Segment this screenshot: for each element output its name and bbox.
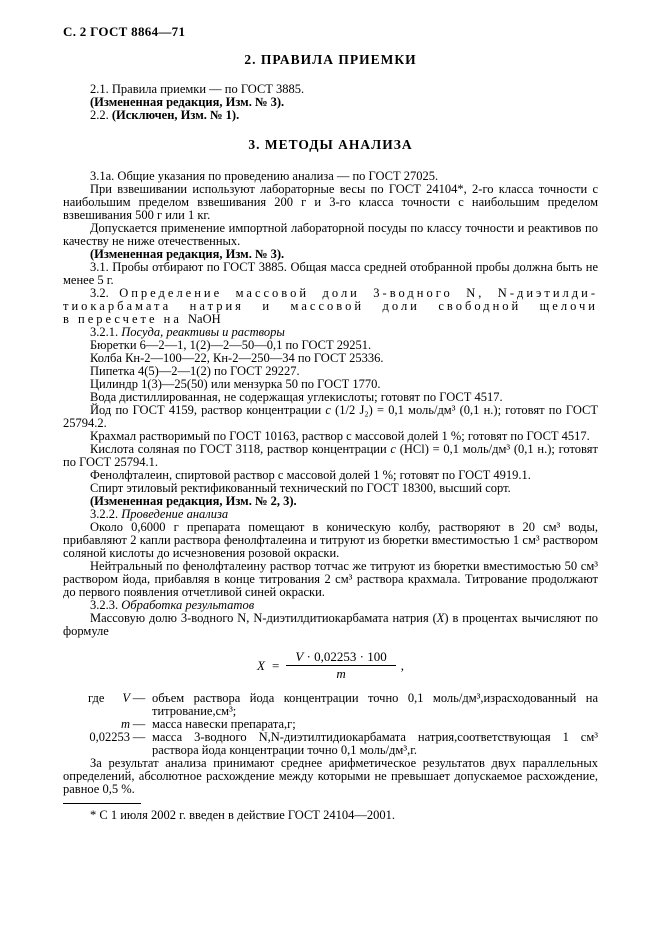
weighing-paragraph: При взвешивании используют лабораторные весы по ГОСТ 24104*, 2-го класса точности с наибольшим пределом взвешивания 200 г и 3-го класса точности с наибольшим пределом взвешивания 500 г или 1 кг. xyxy=(63,182,598,222)
imported-ware-paragraph: Допускается применение импортной лабораторной посуды по классу точности и реактивов по качеству не ниже отечественных. xyxy=(63,221,598,248)
naoh-formula-text: NaOH xyxy=(188,312,221,326)
fraction xyxy=(286,650,395,680)
section-3-heading: 3. МЕТОДЫ АНАЛИЗА xyxy=(248,137,413,152)
reagent-item-iodine xyxy=(63,404,598,430)
reagent-item-pipette: Пипетка 4(5)—2—1(2) по ГОСТ 29227. xyxy=(90,364,300,378)
clause-2-1: 2.1. Правила приемки — по ГОСТ 3885. xyxy=(90,82,305,96)
reagent-item-starch: Крахмал растворимый по ГОСТ 10163, раствор с массовой долей 1 %; готовят по ГОСТ 4517. xyxy=(90,429,590,443)
spacer xyxy=(63,718,88,731)
amendment-note-3: (Измененная редакция, Изм. № 2, 3). xyxy=(90,494,297,508)
clause-3-2-1-title: Посуда, реактивы и растворы xyxy=(121,325,285,339)
definition-dash: — xyxy=(132,730,146,744)
clause-3-2-1-number: 3.2.1. xyxy=(90,325,122,339)
fraction-numerator xyxy=(286,650,395,666)
footnote-separator xyxy=(63,803,141,804)
definition-text: масса 3-водного N,N-диэтилтидиокарбамата натрия,соответствующая 1 см³ раствора йода концентрации точно 0,1 моль/дм³,г. xyxy=(152,730,598,757)
acid-text-post: (HCl) = 0,1 моль/дм³ (0,1 н.); готовят по ГОСТ 25794.1. xyxy=(63,442,598,469)
clause-3-2-heading-line-2: тиокарбамата натрия и массовой доли свободной щелочи xyxy=(63,299,598,313)
clause-3-2-heading-text-spaced: в пересчете на xyxy=(63,312,189,326)
formula xyxy=(63,650,598,680)
footnote: * С 1 июля 2002 г. введен в действие ГОСТ 24104—2001. xyxy=(90,808,395,822)
formula-lhs: X xyxy=(257,657,265,673)
clause-3-2-2-title: Проведение анализа xyxy=(121,507,229,521)
result-paragraph: За результат анализа принимают среднее арифметическое результатов двух параллельных определений, абсолютное расхождение между которыми не превышает допускаемое расхождение, равное 0,5 %. xyxy=(63,756,598,796)
where-label: где xyxy=(88,691,105,705)
iodine-text-pre: Йод по ГОСТ 4159, раствор концентрации xyxy=(90,403,326,417)
concentration-symbol: с xyxy=(390,442,396,456)
definition-term xyxy=(63,692,130,718)
clause-3-2-2-number: 3.2.2. xyxy=(90,507,122,521)
iodine-text-post: (1/2 J₂) = 0,1 моль/дм³ (0,1 н.); готовят по ГОСТ 25794.2. xyxy=(63,403,598,430)
analysis-paragraph-2: Нейтральный по фенолфталеину раствор тотчас же титруют из бюретки вместимостью 50 см³ раствором йода, прибавляя в конце титрования 2 см³ раствора крахмала. Титрование продолжают до первого появления отчетливой синей окраски. xyxy=(63,559,598,599)
v-variable: V xyxy=(122,691,130,705)
clause-2-2-number: 2.2. xyxy=(90,108,112,122)
m-variable: m xyxy=(120,717,130,731)
reagent-item-acid xyxy=(63,443,598,469)
analysis-paragraph-1: Около 0,6000 г препарата помещают в коническую колбу, растворяют в 20 см³ воды, прибавляют 2 капли раствора фенолфталеина и титруют из бюретки вместимостью 1 см³ раствором соляной кислоты до исчезновения розовой окраски. xyxy=(63,520,598,560)
clause-3-1: 3.1. Пробы отбирают по ГОСТ 3885. Общая масса средней отобранной пробы должна быть не менее 5 г. xyxy=(63,260,598,287)
definitions-list xyxy=(63,692,598,757)
definition-term xyxy=(63,731,130,757)
constant-value: 0,02253 xyxy=(89,730,130,744)
numerator-constants: · 0,02253 · 100 xyxy=(303,649,387,664)
fraction-denominator: m xyxy=(336,666,346,681)
v-variable: V xyxy=(295,649,304,664)
calc-intro-pre: Массовую долю 3-водного N, N-диэтилдитиокарбамата натрия ( xyxy=(90,611,437,625)
concentration-symbol: с xyxy=(325,403,331,417)
amendment-note-2: (Измененная редакция, Изм. № 3). xyxy=(90,247,285,261)
reagent-item-cylinder: Цилиндр 1(3)—25(50) или мензурка 50 по ГОСТ 1770. xyxy=(90,377,381,391)
page-header: С. 2 ГОСТ 8864—71 xyxy=(63,24,186,39)
amendment-note-1: (Измененная редакция, Изм. № 3). xyxy=(90,95,285,109)
x-variable: X xyxy=(436,611,445,625)
calc-intro-post: ) в процентах вычисляют по формуле xyxy=(63,611,599,638)
clause-3-2-3-number: 3.2.3. xyxy=(90,598,122,612)
clause-3-1a: 3.1а. Общие указания по проведению анализа — по ГОСТ 27025. xyxy=(90,169,439,183)
spacer xyxy=(63,731,88,757)
definition-text: объем раствора йода концентрации точно 0,1 моль/дм³,израсходованный на титрование,см³; xyxy=(152,691,598,718)
acid-text-pre: Кислота соляная по ГОСТ 3118, раствор концентрации xyxy=(90,442,391,456)
formula-comma: , xyxy=(400,657,404,673)
definition-dash: — xyxy=(132,691,146,705)
equals-sign: = xyxy=(271,657,280,673)
section-2-heading: 2. ПРАВИЛА ПРИЕМКИ xyxy=(244,52,417,67)
reagent-item-phenolphthalein: Фенолфталеин, спиртовой раствор с массовой долей 1 %; готовят по ГОСТ 4919.1. xyxy=(90,468,531,482)
clause-2-2 xyxy=(63,109,598,122)
clause-2-2-text: (Исключен, Изм. № 1). xyxy=(111,108,240,122)
definition-dash: — xyxy=(132,717,146,731)
calc-intro-paragraph xyxy=(63,612,598,638)
reagent-item-flask: Колба Кн-2—100—22, Кн-2—250—34 по ГОСТ 25336. xyxy=(90,351,384,365)
clause-3-2-number: 3.2. xyxy=(90,286,120,300)
definition-text: масса навески препарата,г; xyxy=(152,717,296,731)
clause-3-2-3-title: Обработка результатов xyxy=(121,598,255,612)
clause-3-2-heading-text: Определение массовой доли 3-водного N, N-диэтилди- xyxy=(119,286,598,300)
reagent-item-burettes: Бюретки 6—2—1, 1(2)—2—50—0,1 по ГОСТ 29251. xyxy=(90,338,372,352)
reagent-item-spirit: Спирт этиловый ректификованный технический по ГОСТ 18300, высший сорт. xyxy=(90,481,511,495)
reagent-item-water: Вода дистиллированная, не содержащая углекислоты; готовят по ГОСТ 4517. xyxy=(90,390,503,404)
